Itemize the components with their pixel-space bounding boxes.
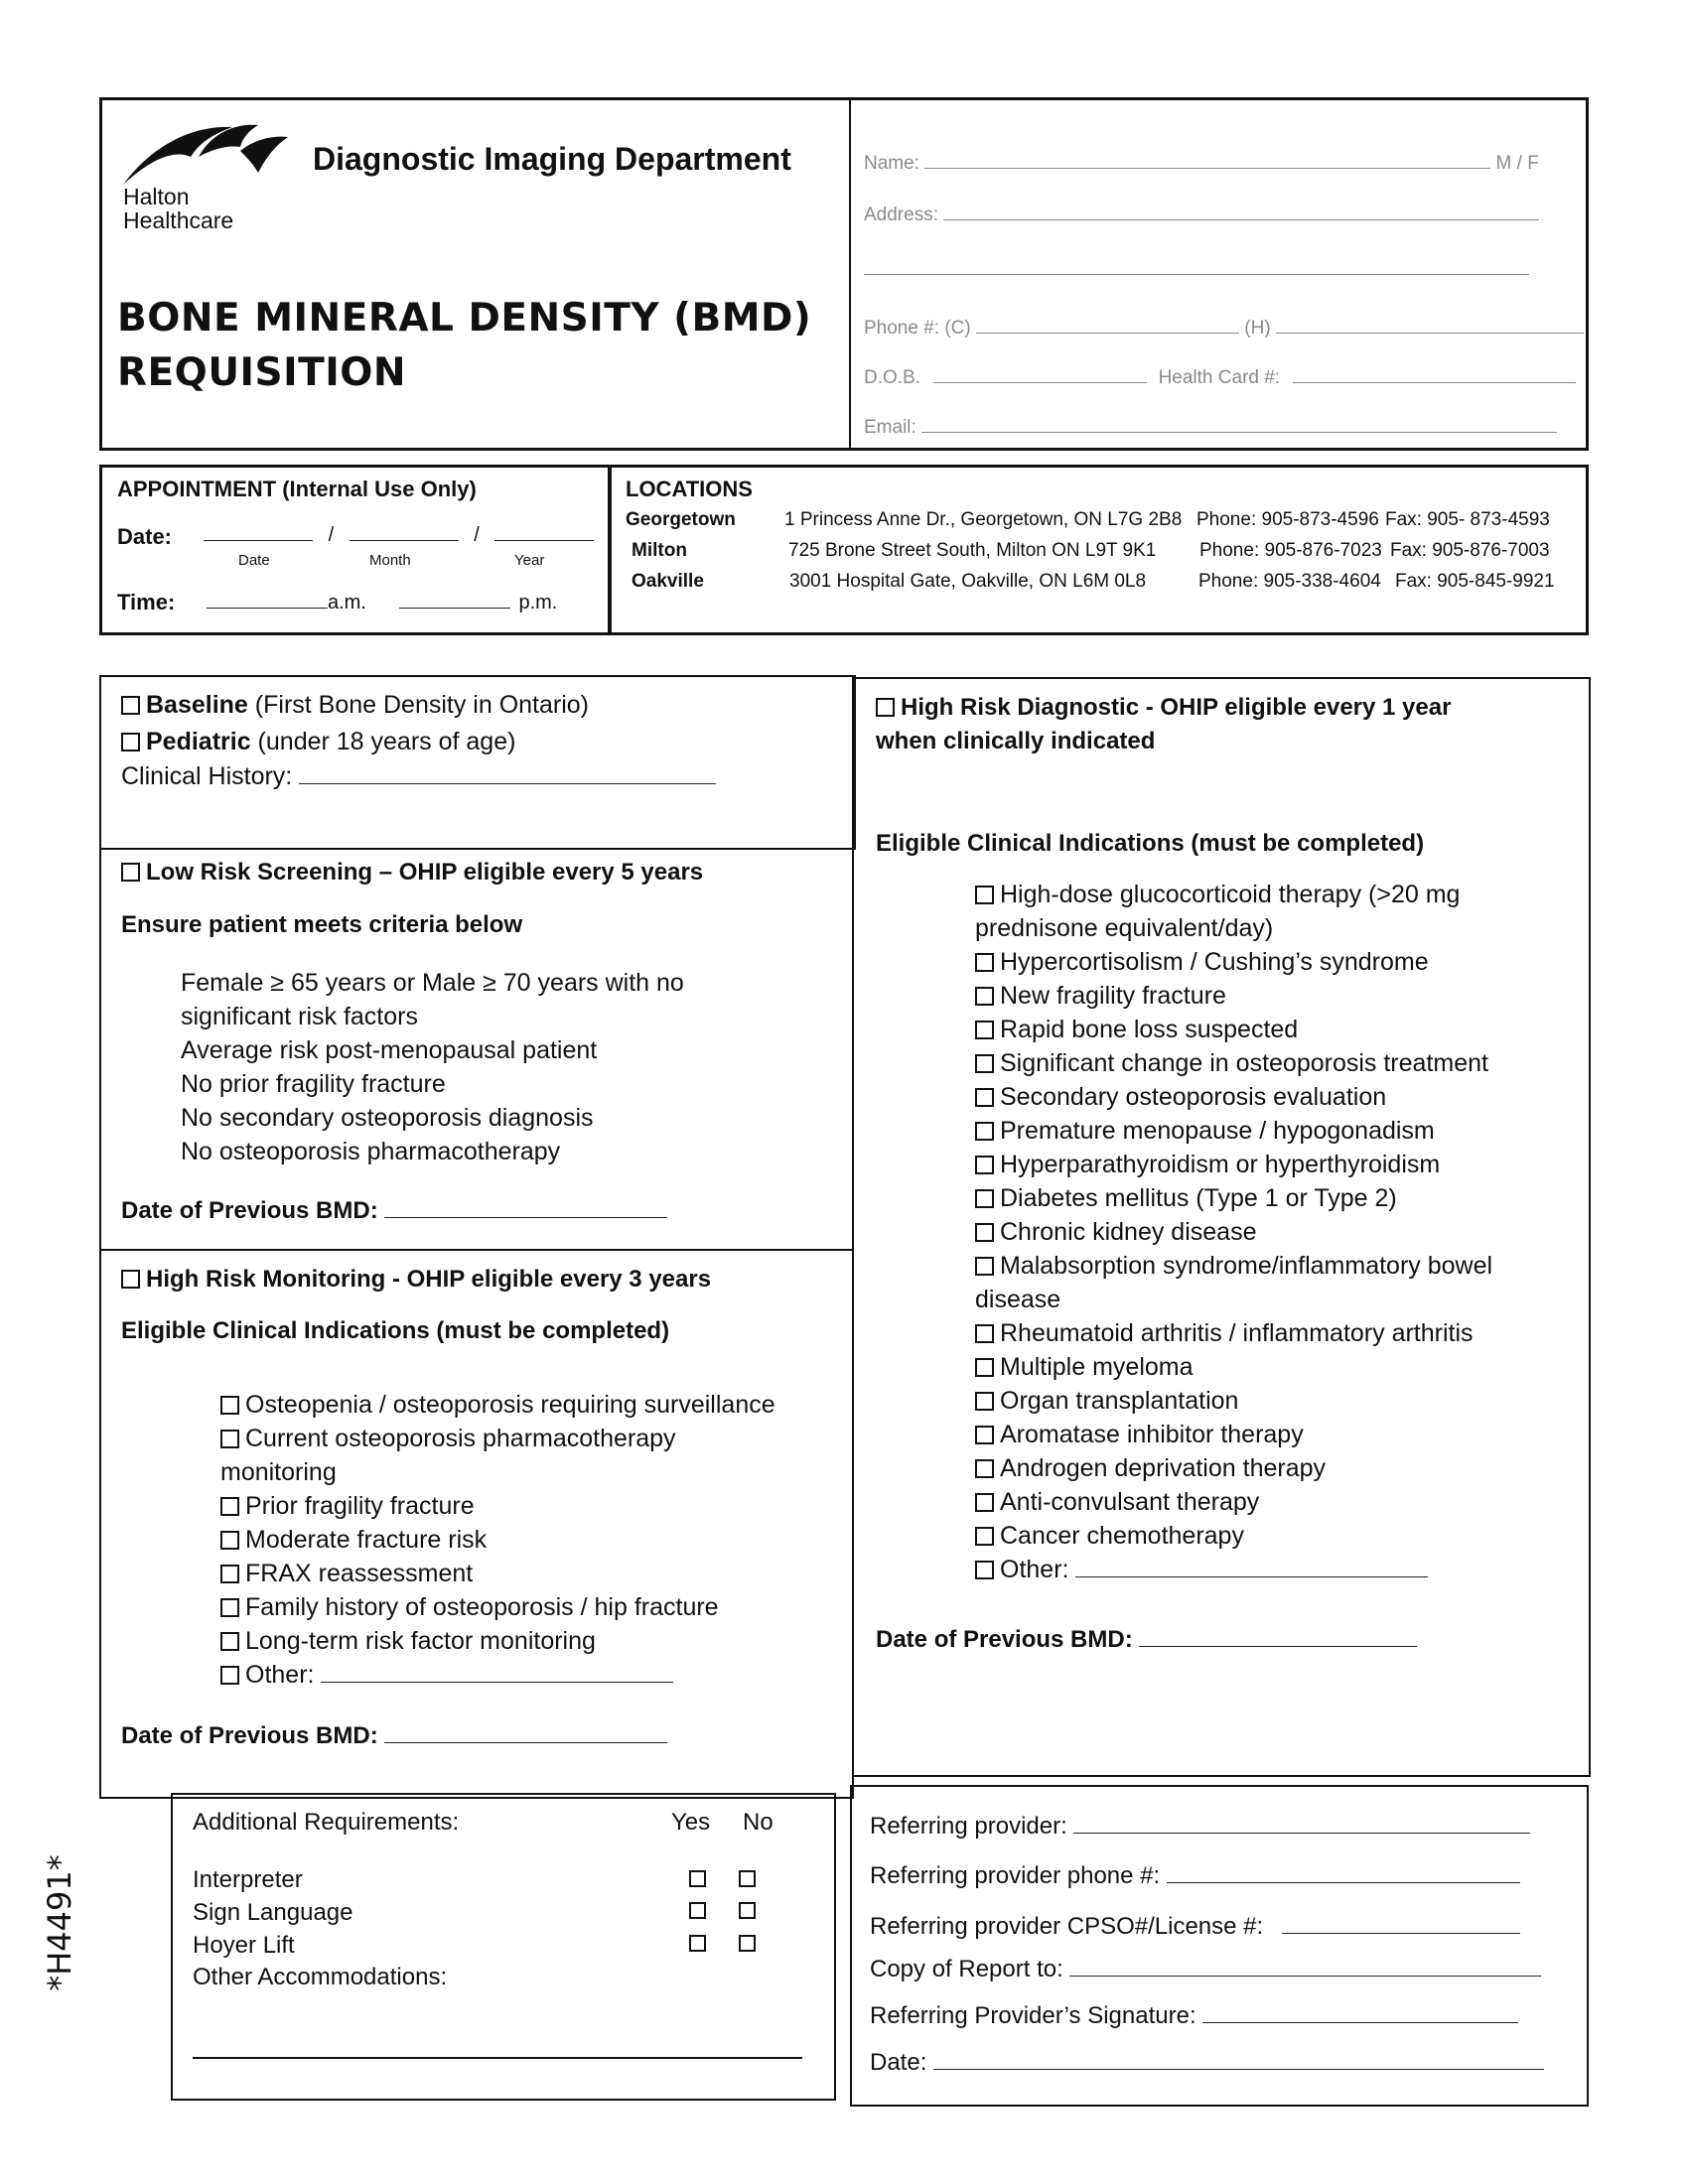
patient-dob-row[interactable] — [864, 367, 1576, 389]
phone-c-field[interactable] — [976, 333, 1239, 334]
indication-checkbox[interactable] — [220, 1531, 239, 1550]
date-month-field[interactable] — [350, 540, 459, 541]
indication-item[interactable]: Cancer chemotherapy — [975, 1519, 1492, 1553]
indication-item[interactable]: Prior fragility fracture — [220, 1489, 775, 1523]
hr-diagnostic-prev-bmd-row[interactable] — [876, 1626, 1417, 1654]
hr-diagnostic-checkbox[interactable] — [876, 698, 895, 717]
location-phone: Phone: 905-873-4596 — [1196, 509, 1379, 530]
criteria-item: Female ≥ 65 years or Male ≥ 70 years with no — [181, 969, 684, 997]
hr-monitoring-title: High Risk Monitoring - OHIP eligible every 3 years — [146, 1266, 712, 1293]
other-field[interactable] — [1075, 1576, 1428, 1577]
hr-diagnostic-list — [975, 878, 1492, 1586]
requirement-no-checkbox[interactable] — [739, 1935, 756, 1952]
low-risk-checkbox[interactable] — [121, 863, 140, 882]
indication-item[interactable]: Chronic kidney disease — [975, 1215, 1492, 1249]
clinical-history-label: Clinical History: — [121, 762, 293, 790]
other-accommodations-field[interactable] — [193, 2057, 802, 2059]
referring-cpso-label: Referring provider CPSO#/License #: — [870, 1913, 1264, 1940]
locations-title: LOCATIONS — [626, 477, 753, 501]
baseline-option[interactable] — [121, 691, 589, 720]
logo-text-healthcare: Healthcare — [123, 207, 234, 233]
hr-monitoring-prev-bmd-row[interactable] — [121, 1722, 667, 1750]
location-name: Georgetown — [626, 509, 736, 530]
pm-label: p.m. — [518, 592, 558, 614]
location-name: Oakville — [632, 571, 704, 592]
location-fax: Fax: 905-845-9921 — [1395, 571, 1555, 592]
other-field[interactable] — [321, 1682, 673, 1683]
indication-item-other[interactable]: Other: — [975, 1553, 1492, 1586]
indication-item[interactable]: Anti-convulsant therapy — [975, 1485, 1492, 1519]
no-header: No — [743, 1809, 774, 1836]
sub-date: Date — [238, 552, 270, 569]
date-year-field[interactable] — [494, 540, 594, 541]
indication-item-continued: monitoring — [220, 1458, 337, 1486]
low-risk-subtitle: Ensure patient meets criteria below — [121, 911, 523, 938]
copy-report-row[interactable] — [870, 1956, 1541, 1983]
referring-phone-row[interactable] — [870, 1862, 1520, 1890]
indication-item[interactable]: Diabetes mellitus (Type 1 or Type 2) — [975, 1181, 1492, 1215]
address-field[interactable] — [943, 219, 1539, 220]
patient-address-row[interactable] — [864, 205, 1539, 226]
indication-item[interactable]: Hyperparathyroidism or hyperthyroidism — [975, 1148, 1492, 1181]
signature-row[interactable] — [870, 2002, 1518, 2030]
referring-cpso-row[interactable] — [870, 1913, 1520, 1941]
location-name: Milton — [632, 540, 687, 561]
indication-item[interactable]: Multiple myeloma — [975, 1350, 1492, 1384]
hr-monitoring-subtitle: Eligible Clinical Indications (must be completed) — [121, 1317, 670, 1344]
email-field[interactable] — [921, 432, 1557, 433]
prev-bmd-label: Date of Previous BMD: — [876, 1626, 1133, 1653]
indication-checkbox[interactable] — [975, 1426, 994, 1444]
form-title-line-2: REQUISITION — [117, 350, 407, 395]
clinical-history-row[interactable] — [121, 762, 716, 791]
referring-phone-label: Referring provider phone #: — [870, 1862, 1161, 1889]
dob-field[interactable] — [933, 382, 1147, 383]
prev-bmd-label: Date of Previous BMD: — [121, 1722, 378, 1749]
indication-checkbox[interactable] — [975, 1358, 994, 1377]
indication-checkbox[interactable] — [975, 1561, 994, 1579]
health-card-field[interactable] — [1293, 382, 1576, 383]
indication-checkbox[interactable] — [220, 1565, 239, 1583]
indication-checkbox[interactable] — [975, 1122, 994, 1141]
requirement-no-checkbox[interactable] — [739, 1902, 756, 1919]
indication-checkbox[interactable] — [975, 1189, 994, 1208]
location-fax: Fax: 905-876-7003 — [1390, 540, 1550, 561]
indication-item[interactable]: Malabsorption syndrome/inflammatory bowel — [975, 1249, 1492, 1283]
indication-item[interactable]: Significant change in osteoporosis treatment — [975, 1046, 1492, 1080]
baseline-label-rest: (First Bone Density in Ontario) — [247, 691, 590, 719]
criteria-item: No secondary osteoporosis diagnosis — [181, 1104, 594, 1132]
hr-monitoring-list — [220, 1388, 775, 1692]
indication-item[interactable]: Hypercortisolism / Cushing’s syndrome — [975, 945, 1492, 979]
address-field-line-2[interactable] — [864, 274, 1529, 275]
hr-diagnostic-title-2: when clinically indicated — [876, 728, 1156, 754]
indication-checkbox[interactable] — [220, 1430, 239, 1448]
indication-checkbox[interactable] — [975, 1459, 994, 1478]
pediatric-label-bold: Pediatric — [146, 728, 251, 755]
yes-header: Yes — [671, 1809, 711, 1836]
copy-report-label: Copy of Report to: — [870, 1956, 1063, 1982]
indication-checkbox[interactable] — [975, 1054, 994, 1073]
prev-bmd-field[interactable] — [384, 1742, 667, 1743]
low-risk-title-row[interactable] — [121, 859, 703, 887]
provider-date-label: Date: — [870, 2049, 927, 2076]
location-address: 725 Brone Street South, Milton ON L9T 9K1 — [788, 540, 1157, 561]
health-card-label: Health Card #: — [1158, 367, 1281, 388]
name-label: Name: — [864, 153, 919, 174]
indication-checkbox[interactable] — [220, 1396, 239, 1415]
provider-date-row[interactable] — [870, 2049, 1544, 2077]
appointment-divider — [608, 467, 612, 633]
sub-year: Year — [514, 552, 545, 569]
baseline-label-bold: Baseline — [146, 691, 248, 719]
location-phone: Phone: 905-338-4604 — [1198, 571, 1381, 592]
location-address: 1 Princess Anne Dr., Georgetown, ON L7G 2B8 — [784, 509, 1183, 530]
indication-checkbox[interactable] — [220, 1632, 239, 1651]
appointment-date-fields[interactable]: / / — [204, 524, 594, 547]
referring-provider-field[interactable] — [1073, 1833, 1530, 1834]
indication-item-continued: prednisone equivalent/day) — [975, 914, 1274, 942]
indication-item[interactable]: Premature menopause / hypogonadism — [975, 1114, 1492, 1148]
hr-diagnostic-subtitle: Eligible Clinical Indications (must be completed) — [876, 830, 1425, 857]
low-risk-title: Low Risk Screening – OHIP eligible every 5 years — [146, 859, 704, 886]
requirement-yes-checkbox[interactable] — [689, 1870, 706, 1887]
referring-cpso-field[interactable] — [1282, 1933, 1520, 1934]
indication-item[interactable]: FRAX reassessment — [220, 1557, 775, 1590]
indication-checkbox[interactable] — [975, 987, 994, 1006]
criteria-item: significant risk factors — [181, 1003, 418, 1030]
indication-checkbox[interactable] — [975, 953, 994, 972]
phone-h-label: (H) — [1244, 318, 1271, 339]
header-divider — [849, 99, 851, 449]
indication-checkbox[interactable] — [975, 886, 994, 904]
requirement-label: Hoyer Lift — [193, 1932, 295, 1959]
indication-item[interactable]: Long-term risk factor monitoring — [220, 1624, 775, 1658]
indication-item[interactable]: Family history of osteoporosis / hip fracture — [220, 1590, 775, 1624]
indication-checkbox[interactable] — [975, 1493, 994, 1512]
provider-date-field[interactable] — [933, 2069, 1544, 2070]
indication-checkbox[interactable] — [975, 1392, 994, 1411]
indication-checkbox[interactable] — [975, 1257, 994, 1276]
department-title: Diagnostic Imaging Department — [313, 141, 791, 177]
time-pm-field[interactable] — [399, 608, 510, 609]
location-phone: Phone: 905-876-7023 — [1199, 540, 1382, 561]
phone-h-field[interactable] — [1276, 333, 1584, 334]
sex-label: M / F — [1495, 153, 1539, 174]
prev-bmd-field[interactable] — [384, 1217, 667, 1218]
criteria-item: No prior fragility fracture — [181, 1070, 446, 1098]
prev-bmd-label: Date of Previous BMD: — [121, 1197, 378, 1224]
indication-item-continued: disease — [975, 1286, 1061, 1313]
low-risk-prev-bmd-row[interactable] — [121, 1197, 667, 1225]
criteria-item: No osteoporosis pharmacotherapy — [181, 1138, 561, 1165]
indication-checkbox[interactable] — [975, 1156, 994, 1174]
logo-text-halton: Halton — [123, 184, 190, 209]
criteria-item: Average risk post-menopausal patient — [181, 1036, 598, 1064]
location-address: 3001 Hospital Gate, Oakville, ON L6M 0L8 — [789, 571, 1147, 592]
referring-provider-label: Referring provider: — [870, 1813, 1067, 1840]
other-accommodations-label: Other Accommodations: — [193, 1964, 448, 1990]
indication-item[interactable]: Aromatase inhibitor therapy — [975, 1418, 1492, 1451]
form-code: *H4491* — [41, 1854, 78, 1991]
dob-label: D.O.B. — [864, 367, 921, 388]
time-am-field[interactable] — [207, 608, 328, 609]
signature-label: Referring Provider’s Signature: — [870, 2002, 1196, 2029]
pediatric-option[interactable] — [121, 728, 515, 756]
phone-c-label: Phone #: (C) — [864, 318, 971, 339]
clinical-history-field[interactable] — [299, 783, 716, 784]
indication-item[interactable]: Organ transplantation — [975, 1384, 1492, 1418]
appointment-time-label: Time: — [117, 590, 176, 614]
prev-bmd-field[interactable] — [1139, 1646, 1417, 1647]
signature-field[interactable] — [1202, 2022, 1518, 2023]
patient-phone-row[interactable] — [864, 318, 1584, 340]
requirement-yes-checkbox[interactable] — [689, 1935, 706, 1952]
low-risk-criteria — [181, 966, 684, 1168]
hr-diagnostic-title-row[interactable] — [876, 694, 1451, 722]
indication-item[interactable]: Current osteoporosis pharmacotherapy — [220, 1422, 775, 1455]
hr-monitoring-title-row[interactable] — [121, 1266, 711, 1294]
indication-checkbox[interactable] — [975, 1527, 994, 1546]
additional-title: Additional Requirements: — [193, 1809, 460, 1836]
baseline-checkbox[interactable] — [121, 696, 140, 715]
indication-checkbox[interactable] — [220, 1598, 239, 1617]
appointment-title: APPOINTMENT (Internal Use Only) — [117, 477, 477, 501]
pediatric-label-rest: (under 18 years of age) — [250, 728, 516, 755]
requirement-label: Interpreter — [193, 1866, 303, 1893]
referring-phone-field[interactable] — [1167, 1882, 1520, 1883]
date-day-field[interactable] — [204, 540, 313, 541]
patient-name-row[interactable] — [864, 153, 1539, 175]
indication-item[interactable]: Moderate fracture risk — [220, 1523, 775, 1557]
halton-logo-icon — [121, 117, 290, 189]
form-title-line-1: BONE MINERAL DENSITY (BMD) — [117, 296, 812, 341]
referring-provider-row[interactable] — [870, 1813, 1530, 1841]
requirement-label: Sign Language — [193, 1899, 353, 1926]
indication-checkbox[interactable] — [975, 1223, 994, 1242]
pediatric-checkbox[interactable] — [121, 733, 140, 751]
requirement-no-checkbox[interactable] — [739, 1870, 756, 1887]
indication-item-other[interactable]: Other: — [220, 1658, 775, 1692]
indication-checkbox[interactable] — [220, 1666, 239, 1685]
indication-checkbox[interactable] — [220, 1497, 239, 1516]
am-label: a.m. — [328, 592, 366, 614]
indication-item[interactable]: Rapid bone loss suspected — [975, 1013, 1492, 1046]
hr-diagnostic-title-1: High Risk Diagnostic - OHIP eligible every 1 year — [901, 694, 1452, 721]
name-field[interactable] — [924, 168, 1490, 169]
location-fax: Fax: 905- 873-4593 — [1385, 509, 1550, 530]
sub-month: Month — [369, 552, 411, 569]
indication-item[interactable]: Osteopenia / osteoporosis requiring surveillance — [220, 1388, 775, 1422]
appointment-time-fields[interactable] — [207, 592, 557, 614]
indication-checkbox[interactable] — [975, 1324, 994, 1343]
indication-item[interactable]: Androgen deprivation therapy — [975, 1451, 1492, 1485]
indication-checkbox[interactable] — [975, 1021, 994, 1039]
appointment-date-label: Date: — [117, 524, 173, 549]
indication-item[interactable]: New fragility fracture — [975, 979, 1492, 1013]
indication-item[interactable]: Secondary osteoporosis evaluation — [975, 1080, 1492, 1114]
copy-report-field[interactable] — [1069, 1976, 1541, 1977]
indication-item[interactable]: Rheumatoid arthritis / inflammatory arthritis — [975, 1316, 1492, 1350]
indication-checkbox[interactable] — [975, 1088, 994, 1107]
indication-item[interactable]: High-dose glucocorticoid therapy (>20 mg — [975, 878, 1492, 911]
requirement-yes-checkbox[interactable] — [689, 1902, 706, 1919]
patient-email-row[interactable] — [864, 417, 1557, 439]
address-label: Address: — [864, 205, 938, 225]
hr-monitoring-checkbox[interactable] — [121, 1270, 140, 1289]
email-label: Email: — [864, 417, 916, 438]
